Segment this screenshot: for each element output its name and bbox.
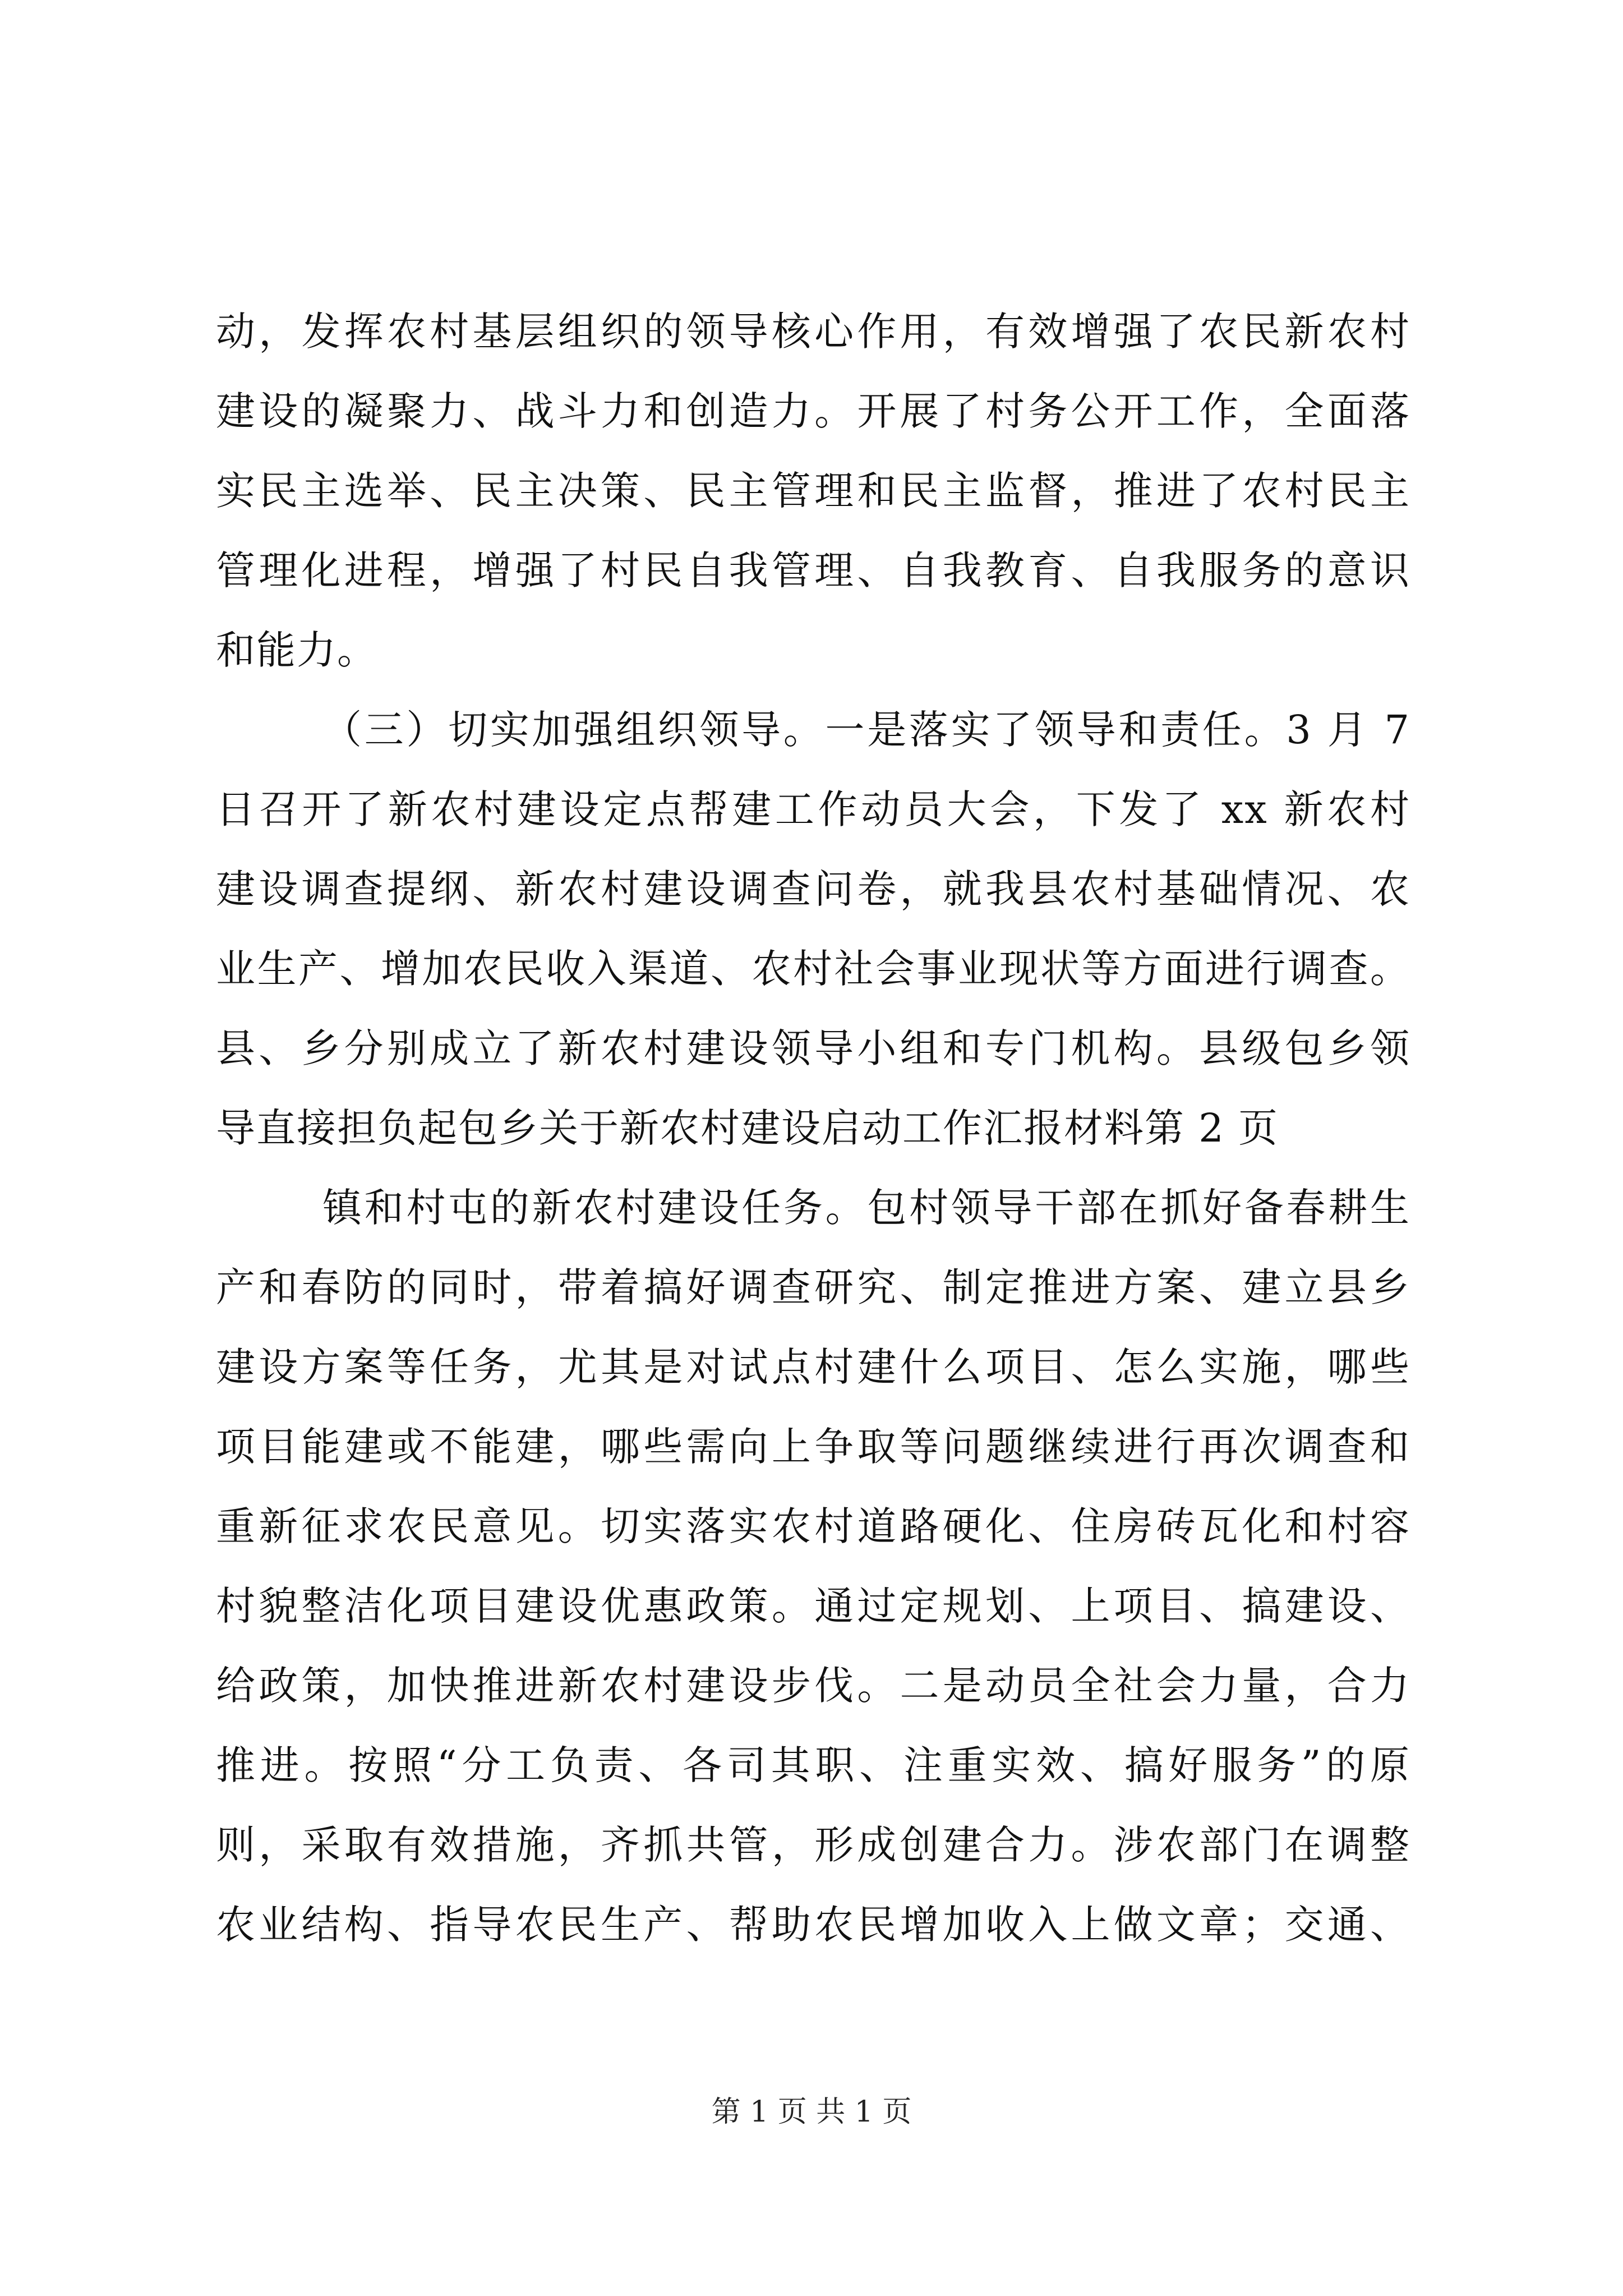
- body-text: [216, 292, 1410, 1964]
- text-line: 县、乡分别成立了新农村建设领导小组和专门机构。县级包乡领: [216, 1025, 1410, 1071]
- text-line: 项目能建或不能建，哪些需向上争取等问题继续进行再次调查和: [216, 1424, 1410, 1470]
- page-footer: 第 1 页 共 1 页: [711, 2095, 912, 2129]
- text-line: 导直接担负起包乡关于新农村建设启动工作汇报材料第 2 页: [216, 1105, 1279, 1151]
- text-line: （三）切实加强组织领导。一是落实了领导和责任。3 月 7: [322, 707, 1410, 753]
- text-line: 日召开了新农村建设定点帮建工作动员大会，下发了 xx 新农村: [216, 786, 1410, 832]
- text-line: 实民主选举、民主决策、民主管理和民主监督，推进了农村民主: [216, 468, 1410, 514]
- text-line: 业生产、增加农民收入渠道、农村社会事业现状等方面进行调查。: [216, 946, 1410, 992]
- text-line: 动，发挥农村基层组织的领导核心作用，有效增强了农民新农村: [216, 309, 1410, 355]
- text-line: 镇和村屯的新农村建设任务。包村领导干部在抓好备春耕生: [322, 1185, 1410, 1231]
- text-line: 农业结构、指导农民生产、帮助农民增加收入上做文章；交通、: [216, 1902, 1410, 1948]
- text-line: 村貌整洁化项目建设优惠政策。通过定规划、上项目、搞建设、: [216, 1583, 1410, 1629]
- text-line: 推进。按照“分工负责、各司其职、注重实效、搞好服务”的原: [216, 1742, 1410, 1788]
- text-line: 产和春防的同时，带着搞好调查研究、制定推进方案、建立县乡: [216, 1264, 1410, 1310]
- text-line: 重新征求农民意见。切实落实农村道路硬化、住房砖瓦化和村容: [216, 1503, 1410, 1549]
- text-line: 建设方案等任务，尤其是对试点村建什么项目、怎么实施，哪些: [216, 1344, 1410, 1390]
- text-line: 管理化进程，增强了村民自我管理、自我教育、自我服务的意识: [216, 547, 1410, 593]
- text-line: 和能力。: [216, 627, 377, 673]
- text-line: 给政策，加快推进新农村建设步伐。二是动员全社会力量，合力: [216, 1663, 1410, 1709]
- text-line: 建设的凝聚力、战斗力和创造力。开展了村务公开工作，全面落: [216, 388, 1410, 434]
- text-line: 建设调查提纲、新农村建设调查问卷，就我县农村基础情况、农: [216, 866, 1410, 912]
- text-line: 则，采取有效措施，齐抓共管，形成创建合力。涉农部门在调整: [216, 1822, 1410, 1868]
